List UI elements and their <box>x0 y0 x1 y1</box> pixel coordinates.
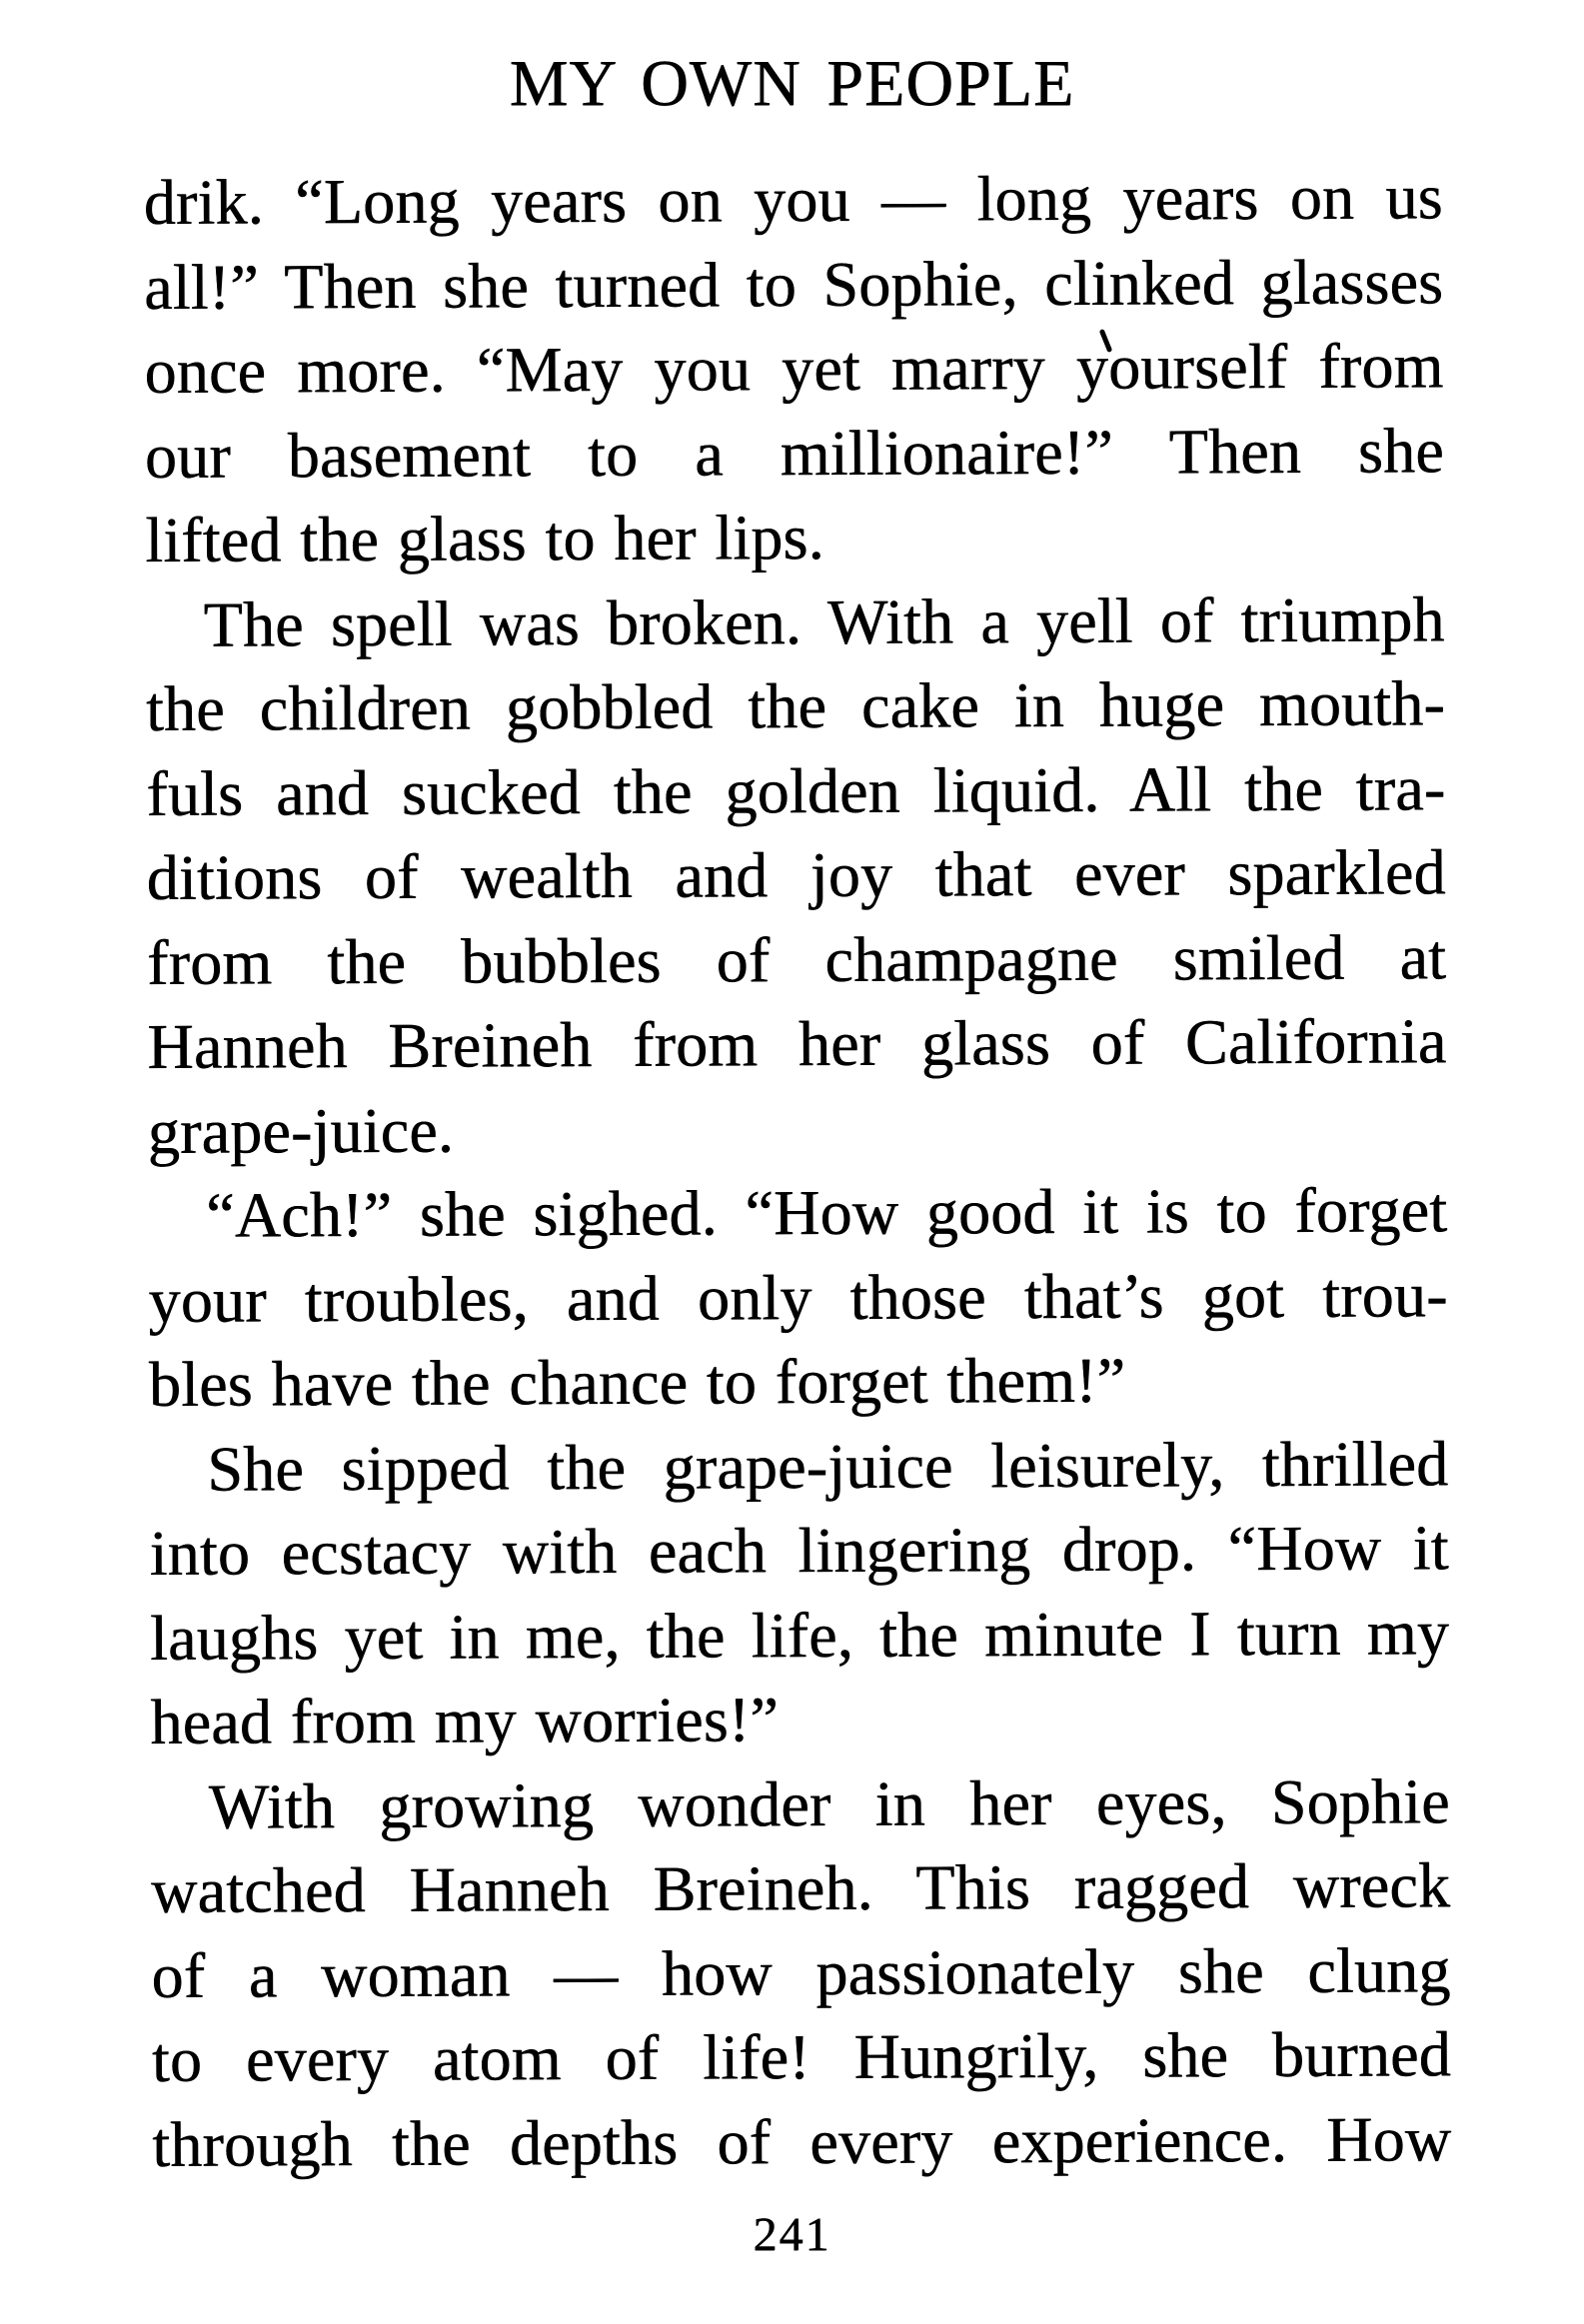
text-line: ditions of wealth and joy that ever sparkled <box>146 836 1446 913</box>
running-header: MY OWN PEOPLE <box>509 47 1075 120</box>
text-line: the children gobbled the cake in huge mouth- <box>145 667 1446 744</box>
text-line: bles have the chance to forget them!” <box>148 1344 1126 1420</box>
paragraph <box>151 1759 1452 2187</box>
body-text <box>144 155 1452 2187</box>
paragraph <box>144 155 1445 582</box>
text-line: our basement to a millionaire!” Then she <box>144 414 1445 492</box>
text-line: into ecstacy with each lingering drop. “How it <box>149 1512 1449 1589</box>
text-line: With growing wonder in her eyes, Sophie <box>208 1764 1450 1842</box>
paragraph <box>148 1168 1448 1427</box>
text-line: to every atom of life! Hungrily, she burned <box>151 2018 1452 2095</box>
paragraph <box>149 1422 1449 1765</box>
text-line: The spell was broken. With a yell of triumph <box>203 582 1445 660</box>
text-line: grape-juice. <box>147 1094 455 1167</box>
text-line: once more. “May you yet marry yourself from <box>144 330 1444 407</box>
text-line: fuls and sucked the golden liquid. All the tra- <box>146 751 1446 829</box>
text-line: your troubles, and only those that’s got trou- <box>148 1258 1448 1336</box>
text-line: She sipped the grape-juice leisurely, thrilled <box>207 1427 1449 1505</box>
text-line: drik. “Long years on you — long years on us <box>143 161 1443 238</box>
text-line: head from my worries!” <box>150 1684 780 1757</box>
text-line: watched Hanneh Breineh. This ragged wreck <box>150 1849 1451 1926</box>
text-line: laughs yet in me, the life, the minute I turn my <box>149 1596 1450 1674</box>
text-line: from the bubbles of champagne smiled at <box>146 920 1447 998</box>
paragraph <box>145 578 1447 1174</box>
text-line: lifted the glass to her lips. <box>145 501 824 576</box>
text-line: of a woman — how passionately she clung <box>151 1933 1451 2011</box>
page-number: 241 <box>753 2208 831 2261</box>
text-line: all!” Then she turned to Sophie, clinked glasses <box>143 245 1444 323</box>
text-line: Hanneh Breineh from her glass of California <box>147 1005 1447 1082</box>
text-line: “Ach!” she sighed. “How good it is to forget <box>206 1174 1448 1251</box>
text-line: through the depths of every experience. How <box>152 2102 1452 2180</box>
